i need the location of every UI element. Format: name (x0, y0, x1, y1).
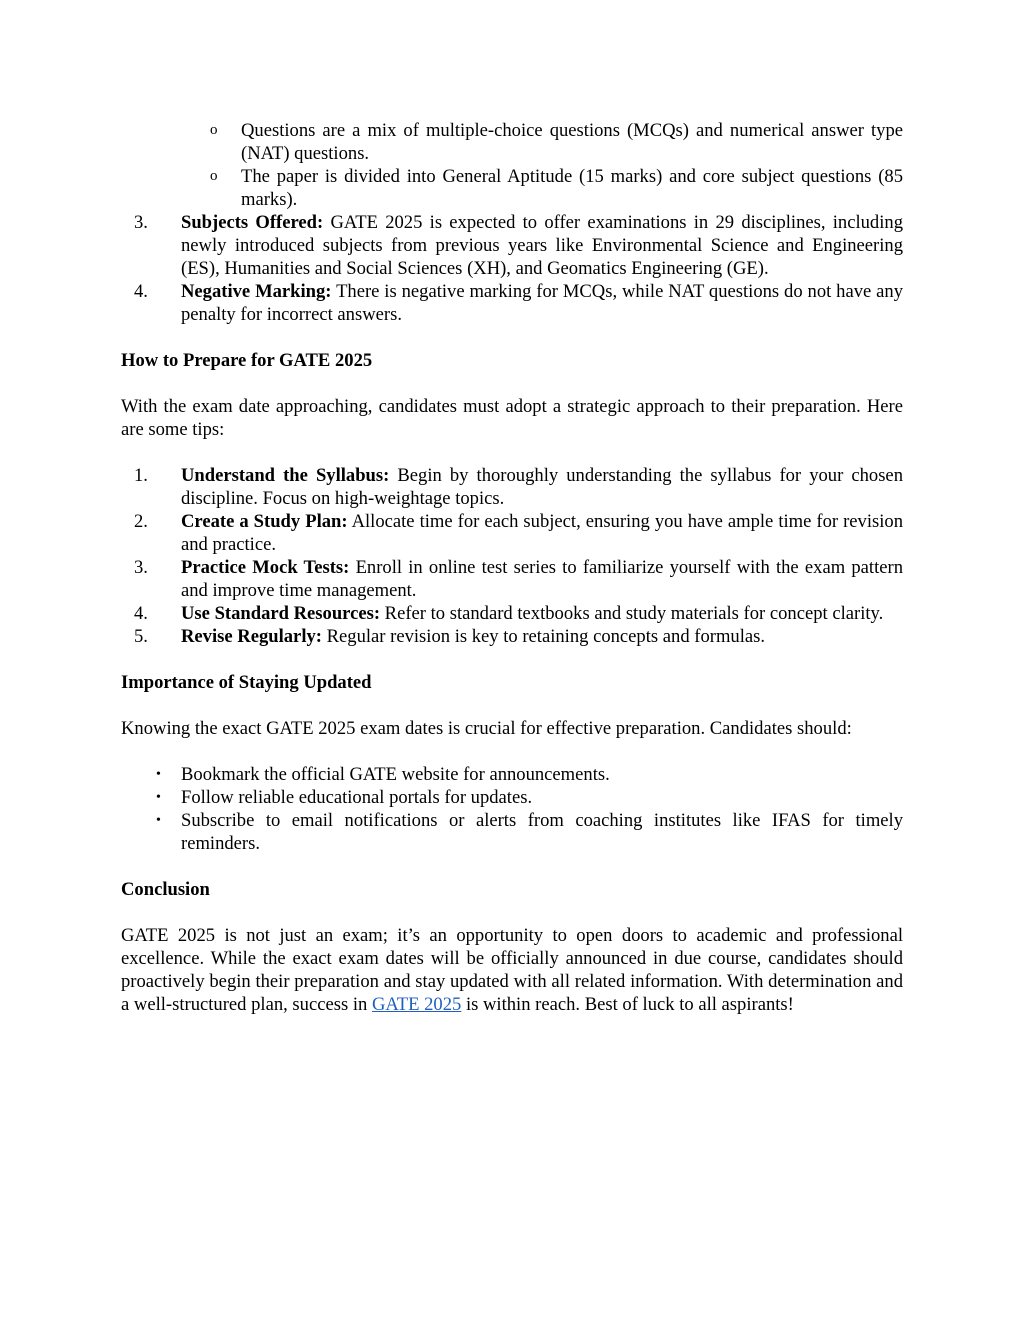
list-number: 4. (134, 281, 148, 302)
list-item (121, 510, 903, 556)
list-item (121, 556, 903, 602)
list-item (121, 165, 903, 211)
list-item-body (181, 602, 903, 625)
list-item-label: Negative Marking: (181, 281, 332, 302)
circle-bullet-icon: o (210, 168, 218, 184)
list-number: 3. (134, 557, 148, 578)
document-page (121, 119, 903, 1016)
list-item-body (181, 556, 903, 602)
conclusion-text: GATE 2025 is not just an exam; it’s an opportunity to open doors to academic and professional excellence. While the exact exam dates will be officially announced in due course, candidates should proactively begin their preparation and stay updated with all related information. With determination and a well-structured plan, success in (121, 925, 903, 1015)
section-heading-updated: Importance of Staying Updated (121, 672, 372, 693)
list-item-label: Understand the Syllabus: (181, 465, 390, 486)
list-item-label: Use Standard Resources: (181, 603, 381, 624)
exam-pattern-sublist (121, 119, 903, 211)
list-item-label: Subjects Offered: (181, 212, 324, 233)
list-item-label: Revise Regularly: (181, 626, 322, 647)
bullet-icon: • (156, 790, 161, 805)
list-item (121, 280, 903, 326)
list-item-text: Questions are a mix of multiple-choice questions (MCQs) and numerical answer type (NAT) questions. (241, 120, 903, 164)
list-item (121, 119, 903, 165)
section-heading-prepare: How to Prepare for GATE 2025 (121, 350, 373, 371)
list-number: 5. (134, 626, 148, 647)
prepare-tips-list (121, 464, 903, 648)
list-number: 1. (134, 465, 148, 486)
list-item (121, 786, 903, 809)
list-item-body (181, 280, 903, 326)
updated-intro: Knowing the exact GATE 2025 exam dates is crucial for effective preparation. Candidates should: (121, 718, 852, 739)
list-item (121, 464, 903, 510)
section-heading-conclusion: Conclusion (121, 879, 210, 900)
list-item-body (181, 211, 903, 280)
list-item-text: Follow reliable educational portals for updates. (181, 787, 533, 808)
list-item-label: Practice Mock Tests: (181, 557, 350, 578)
list-item-text: Refer to standard textbooks and study materials for concept clarity. (380, 603, 884, 624)
list-item-body (181, 464, 903, 510)
list-item-text: Regular revision is key to retaining concepts and formulas. (321, 626, 766, 647)
list-item (121, 763, 903, 786)
list-item (121, 602, 903, 625)
circle-bullet-icon: o (210, 122, 218, 138)
list-number: 4. (134, 603, 148, 624)
list-item (121, 809, 903, 855)
list-item-text: GATE 2025 is expected to offer examinations in 29 disciplines, including newly introduced subjects from previous years like Environmental Science and Engineering (ES), Humanities and Social Sciences (XH), and Geomatics Engineering (GE). (181, 212, 903, 279)
exam-pattern-list (121, 211, 903, 326)
list-item-label: Create a Study Plan: (181, 511, 348, 532)
list-item (121, 625, 903, 648)
bullet-icon: • (156, 813, 161, 828)
list-item-body (181, 510, 903, 556)
bullet-icon: • (156, 767, 161, 782)
list-item-body (181, 625, 903, 648)
list-number: 2. (134, 511, 148, 532)
updated-bullet-list (121, 763, 903, 855)
list-item-text: There is negative marking for MCQs, while NAT questions do not have any penalty for incorrect answers. (181, 281, 903, 325)
conclusion-paragraph (121, 924, 903, 1016)
list-item-text: Enroll in online test series to familiarize yourself with the exam pattern and improve time management. (181, 557, 903, 601)
list-item-text: Bookmark the official GATE website for announcements. (181, 764, 610, 785)
list-item-text: Begin by thoroughly understanding the syllabus for your chosen discipline. Focus on high-weightage topics. (181, 465, 903, 509)
conclusion-text-end: is within reach. Best of luck to all aspirants! (461, 994, 794, 1015)
list-number: 3. (134, 212, 148, 233)
list-item-text: The paper is divided into General Aptitude (15 marks) and core subject questions (85 marks). (241, 166, 903, 210)
list-item-text: Allocate time for each subject, ensuring you have ample time for revision and practice. (181, 511, 903, 555)
gate-2025-link[interactable]: GATE 2025 (371, 994, 462, 1015)
list-item (121, 211, 903, 280)
prepare-intro: With the exam date approaching, candidates must adopt a strategic approach to their preparation. Here are some tips: (121, 396, 903, 440)
list-item-text: Subscribe to email notifications or alerts from coaching institutes like IFAS for timely reminders. (181, 810, 903, 854)
